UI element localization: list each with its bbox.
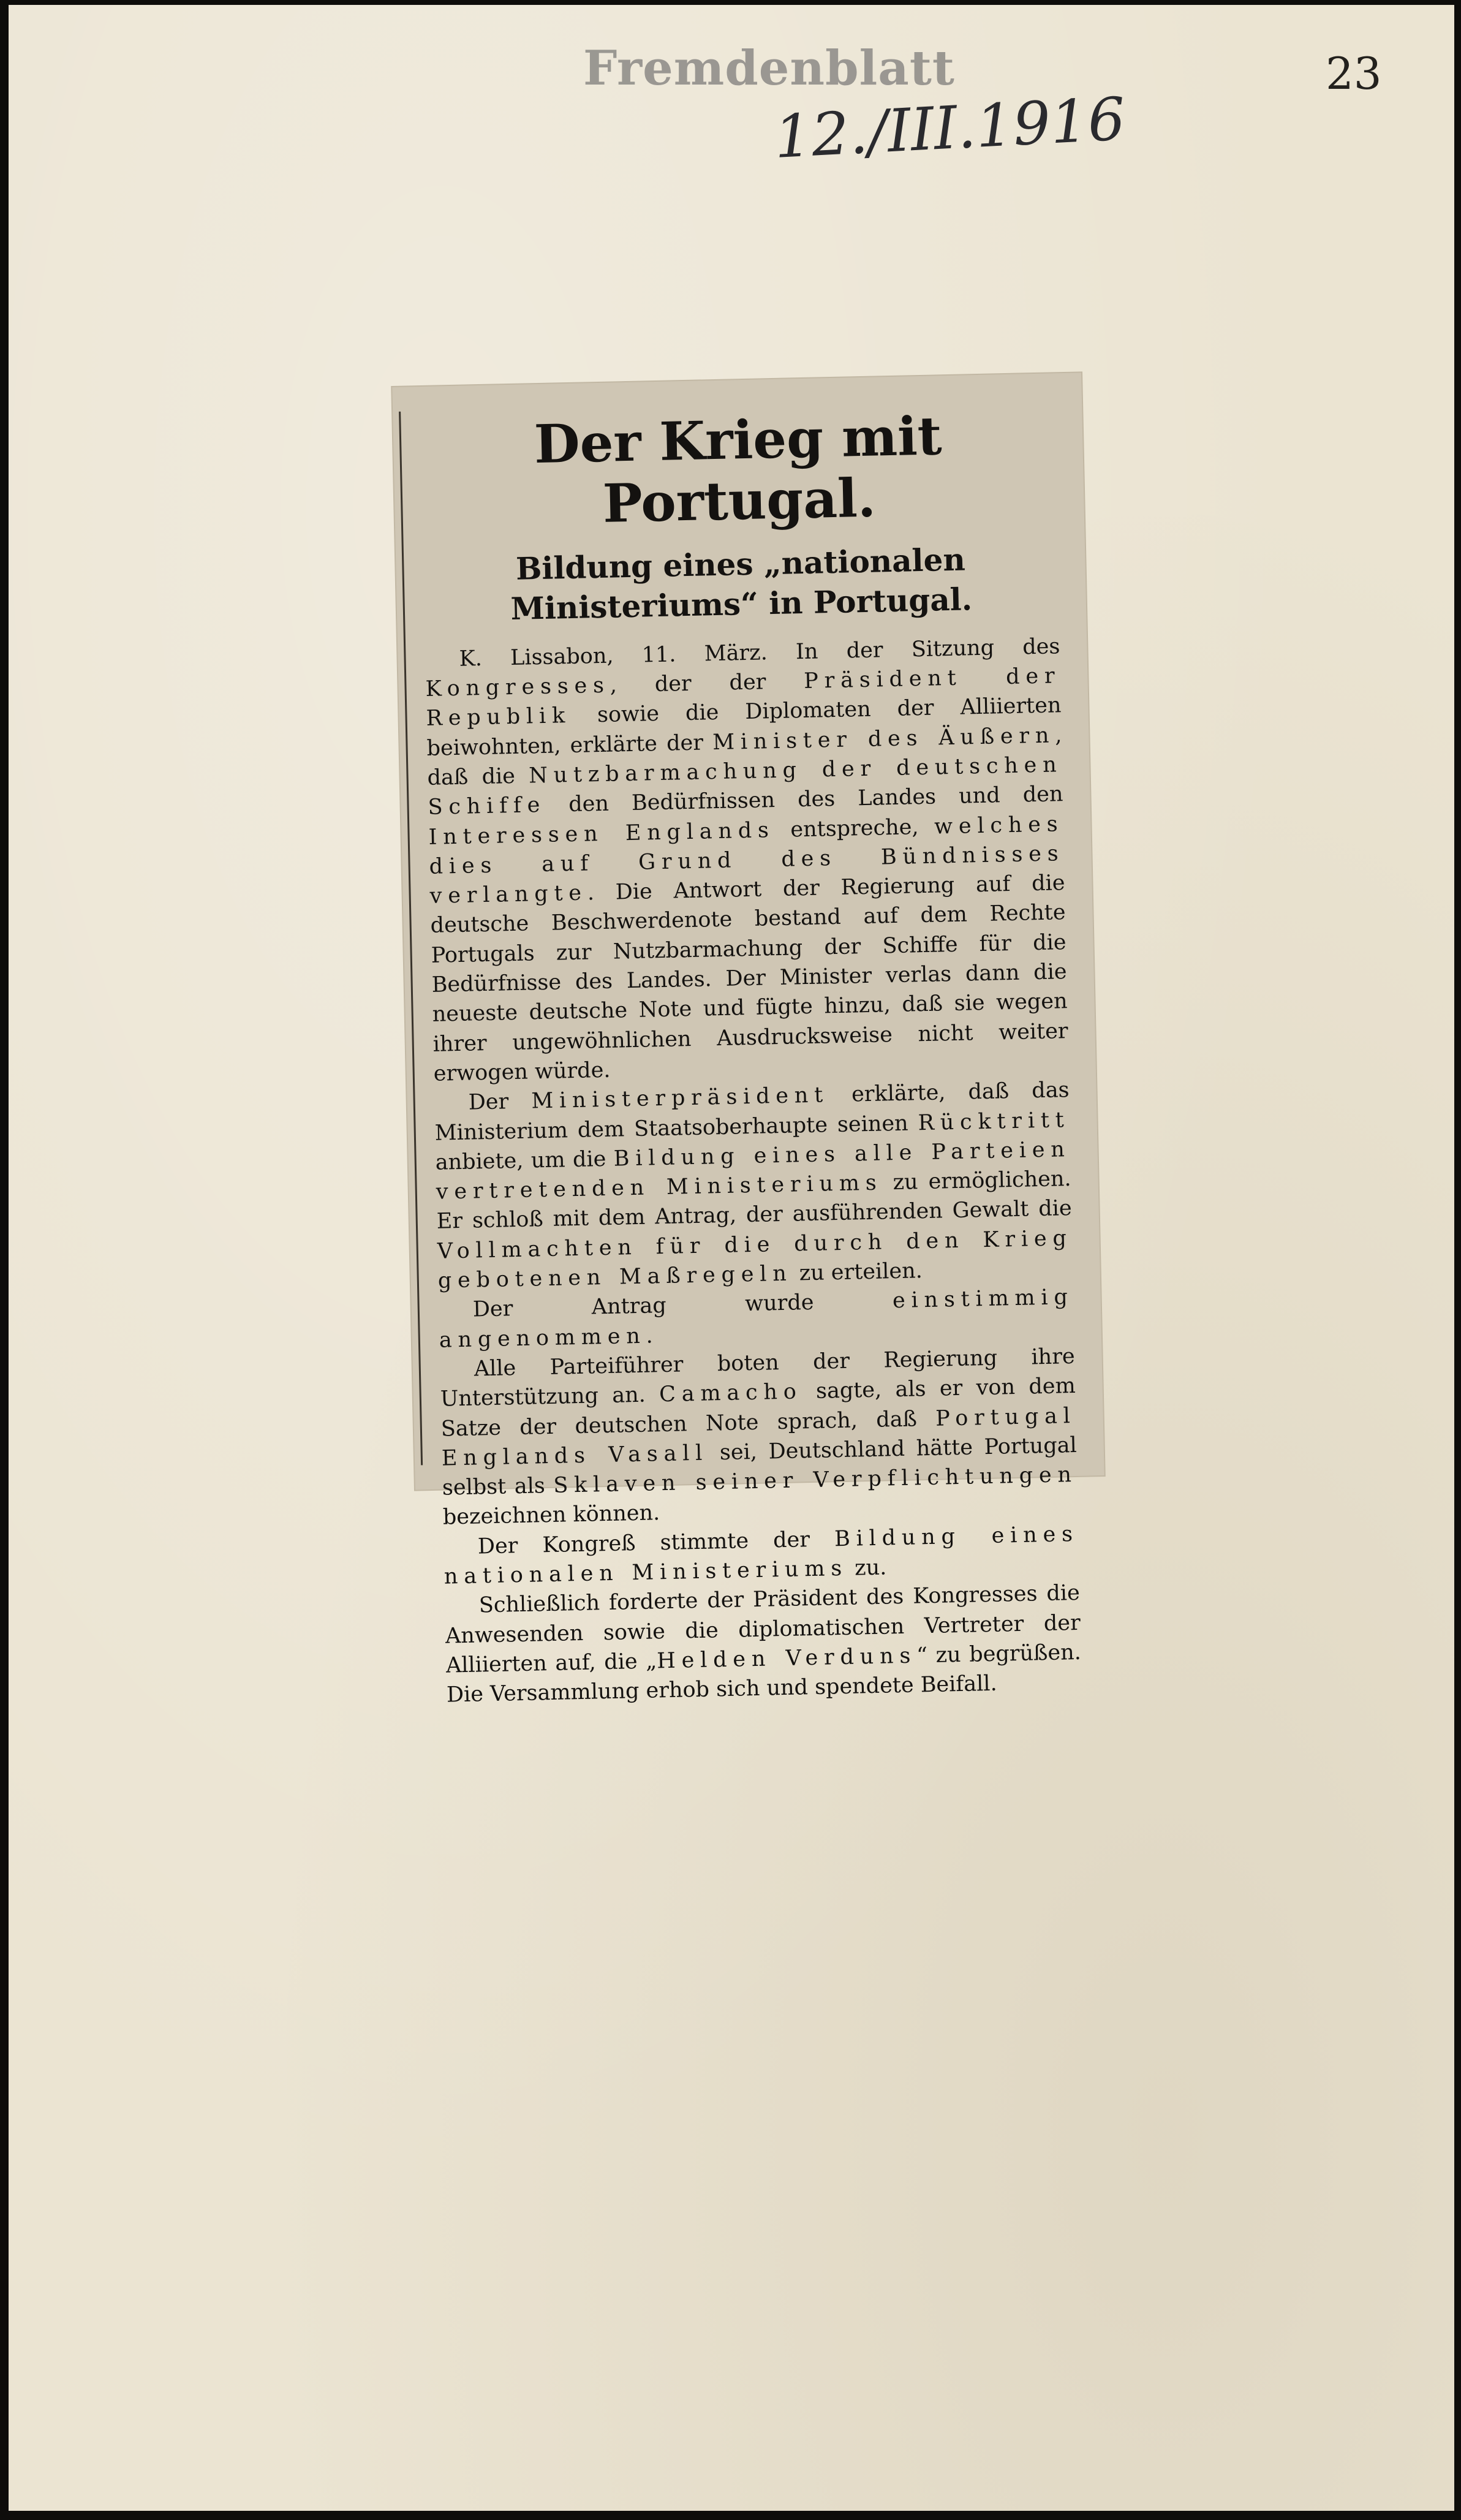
headline: Der Krieg mit Portugal.: [533, 405, 943, 535]
text-run: sowie die Diplomaten der Alliierten beiwohnten, erklärte der: [426, 693, 1062, 761]
paragraph: [444, 1578, 1082, 1710]
emphasis: Minister des Äußern: [712, 723, 1055, 755]
text-run: zu ermöglichen. Er schloß mit dem Antrag, der ausführenden Gewalt die: [436, 1167, 1073, 1235]
text-run: K. Lissabon, 11. März. In der Sitzung des: [459, 634, 1060, 672]
text-run: Alle Parteiführer boten der Regierung ihre Unterstützung an.: [440, 1344, 1076, 1412]
newspaper-clipping: [392, 373, 1104, 1708]
handwritten-date: 12./III.1916: [772, 85, 1127, 172]
paragraph: [439, 1342, 1078, 1532]
text-run: entspreche,: [774, 814, 935, 842]
archive-sheet: [9, 5, 1454, 2511]
subheadline: Bildung eines „nationalen Ministeriums“ in Portugal.: [510, 541, 973, 627]
text-run: “ zu begrüßen. Die Versammlung erhob sich und spendete Beifall.: [446, 1640, 1082, 1708]
text-run: zu erteilen.: [792, 1258, 923, 1286]
emphasis: Interessen Englands: [428, 817, 776, 850]
emphasis: Vollmachten für die durch den Krieg gebotenen Maßregeln: [437, 1225, 1073, 1293]
page-number: 23: [1326, 48, 1382, 99]
text-run: . Die Antwort der Regierung auf die deutsche Beschwerdenote bestand auf dem Rechte Portugals zur Nutzbarmachung der Schiffe für die Bedürfnisse des Landes. Der Minister verlas dann die neueste deutsche Note und fügte hinzu, daß sie wegen ihrer ungewöhnlichen Ausdrucksweise nicht weiter erwogen würde.: [430, 871, 1068, 1086]
newspaper-stamp: Fremdenblatt: [583, 40, 955, 96]
emphasis: Portugal Englands Vasall: [441, 1403, 1077, 1471]
emphasis: Camacho: [659, 1379, 803, 1407]
emphasis: Rücktritt: [918, 1107, 1070, 1135]
text-run: , der der: [610, 669, 804, 698]
text-run: Der Antrag wurde: [472, 1288, 893, 1322]
emphasis: Ministerpräsident: [530, 1083, 829, 1114]
text-run: sei, Deutschland hätte Portugal selbst als: [442, 1432, 1078, 1500]
emphasis: Sklaven seiner Verpflichtungen: [553, 1462, 1078, 1498]
emphasis: Bildung eines alle Parteien vertretenden Ministeriums: [436, 1137, 1071, 1205]
paragraph: [425, 632, 1069, 1089]
article-body: [425, 632, 1082, 1710]
text-run: .: [646, 1323, 654, 1349]
emphasis: Nutzbarmachung der deutschen Schiffe: [428, 752, 1063, 820]
text-run: sagte, als er von dem Satze der deutschen Note sprach, daß: [440, 1374, 1076, 1442]
column-rule: [399, 412, 423, 1466]
emphasis: einstimmig angenommen: [439, 1285, 1074, 1353]
text-run: bezeichnen können.: [442, 1500, 660, 1531]
text-run: Schließlich forderte der Präsident des Kongresses die Anwesenden sowie die diplomatischen Vertreter der Alliierten auf, die „: [445, 1581, 1081, 1678]
text-run: Der: [468, 1089, 532, 1115]
emphasis: Kongresses: [425, 673, 611, 702]
emphasis: Präsident der Republik: [426, 664, 1061, 732]
text-run: den Bedürfnissen des Landes und den: [545, 782, 1063, 818]
text-run: , daß die: [427, 722, 1062, 790]
emphasis: Helden Verduns: [656, 1643, 917, 1674]
text-run: erklärte, daß das Ministerium dem Staatsoberhaupte seinen: [434, 1078, 1070, 1146]
text-run: Der Kongreß stimmte der: [477, 1526, 835, 1559]
text-run: zu.: [847, 1555, 887, 1581]
paragraph: [434, 1075, 1073, 1296]
emphasis: welches dies auf Grund des Bündnisses verlangte: [429, 811, 1065, 909]
emphasis: Bildung eines nationalen Ministeriums: [444, 1521, 1079, 1589]
text-run: anbiete, um die: [435, 1146, 614, 1175]
